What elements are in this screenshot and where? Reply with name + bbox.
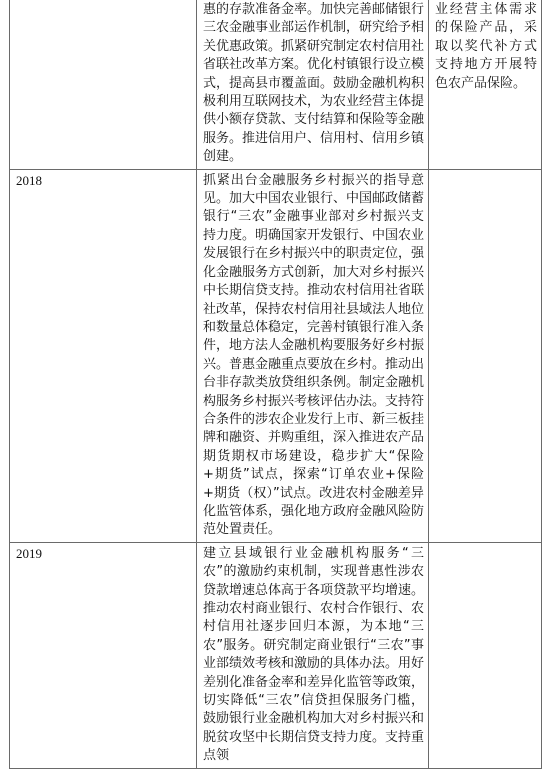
banking-policy-text: 建立县域银行业金融机构服务“三农”的激励约束机制，实现普惠性涉农贷款增速总体高于各项贷款平均增速。推动农村商业银行、农村合作银行、农村信用社逐步回归本源，为本地“三农”服务。研究制定商业银行“三农”事业部绩效考核和激励的具体办法。用好差别化准备金率和差异化监管等政策，切实降低“三农”信贷担保服务门槛，鼓励银行业金融机构加大对乡村振兴和脱贫攻坚中长期信贷支持力度。支持重点领 [203,545,425,764]
table-row [10,542,542,768]
year-text: 2018 [16,172,42,188]
banking-policy-text: 抓紧出台金融服务乡村振兴的指导意见。加大中国农业银行、中国邮政储蓄银行“三农”金融事业部对乡村振兴支持力度。明确国家开发银行、中国农业发展银行在乡村振兴中的职责定位，强化金融服务方式创新，加大对乡村振兴中长期信贷支持。推动农村信用社省联社改革，保持农村信用社县域法人地位和数量总体稳定，完善村镇银行准入条件，地方法人金融机构要服务好乡村振兴。普惠金融重点要放在乡村。推动出台非存款类放贷组织条例。制定金融机构服务乡村振兴考核评估办法。支持符合条件的涉农企业发行上市、新三板挂牌和融资、并购重组，深入推进农产品期货期权市场建设，稳步扩大“保险+期货”试点，探索“订单农业+保险+期货（权）”试点。改进农村金融差异化监管体系，强化地方政府金融风险防范处置责任。 [203,172,425,538]
banking-policy-cell [197,169,429,542]
banking-policy-cell [197,0,429,169]
insurance-policy-cell [429,169,542,542]
table-row [10,0,542,169]
year-cell [10,0,197,169]
year-text: 2019 [16,545,42,561]
insurance-policy-text: 业经营主体需求的保险产品，采取以奖代补方式支持地方开展特色农产品保险。 [435,2,537,91]
insurance-policy-cell [429,542,542,768]
year-cell [10,542,197,768]
banking-policy-text: 惠的存款准备金率。加快完善邮储银行三农金融事业部运作机制，研究给予相关优惠政策。抓紧研究制定农村信用社省联社改革方案。优化村镇银行设立模式，提高县市覆盖面。鼓励金融机构积极利用互联网技术，为农业经营主体提供小额存贷款、支付结算和保险等金融服务。推进信用户、信用村、信用乡镇创建。 [203,2,425,165]
banking-policy-cell [197,542,429,768]
policy-table [9,0,542,769]
insurance-policy-cell [429,0,542,169]
year-cell [10,169,197,542]
table-row [10,169,542,542]
